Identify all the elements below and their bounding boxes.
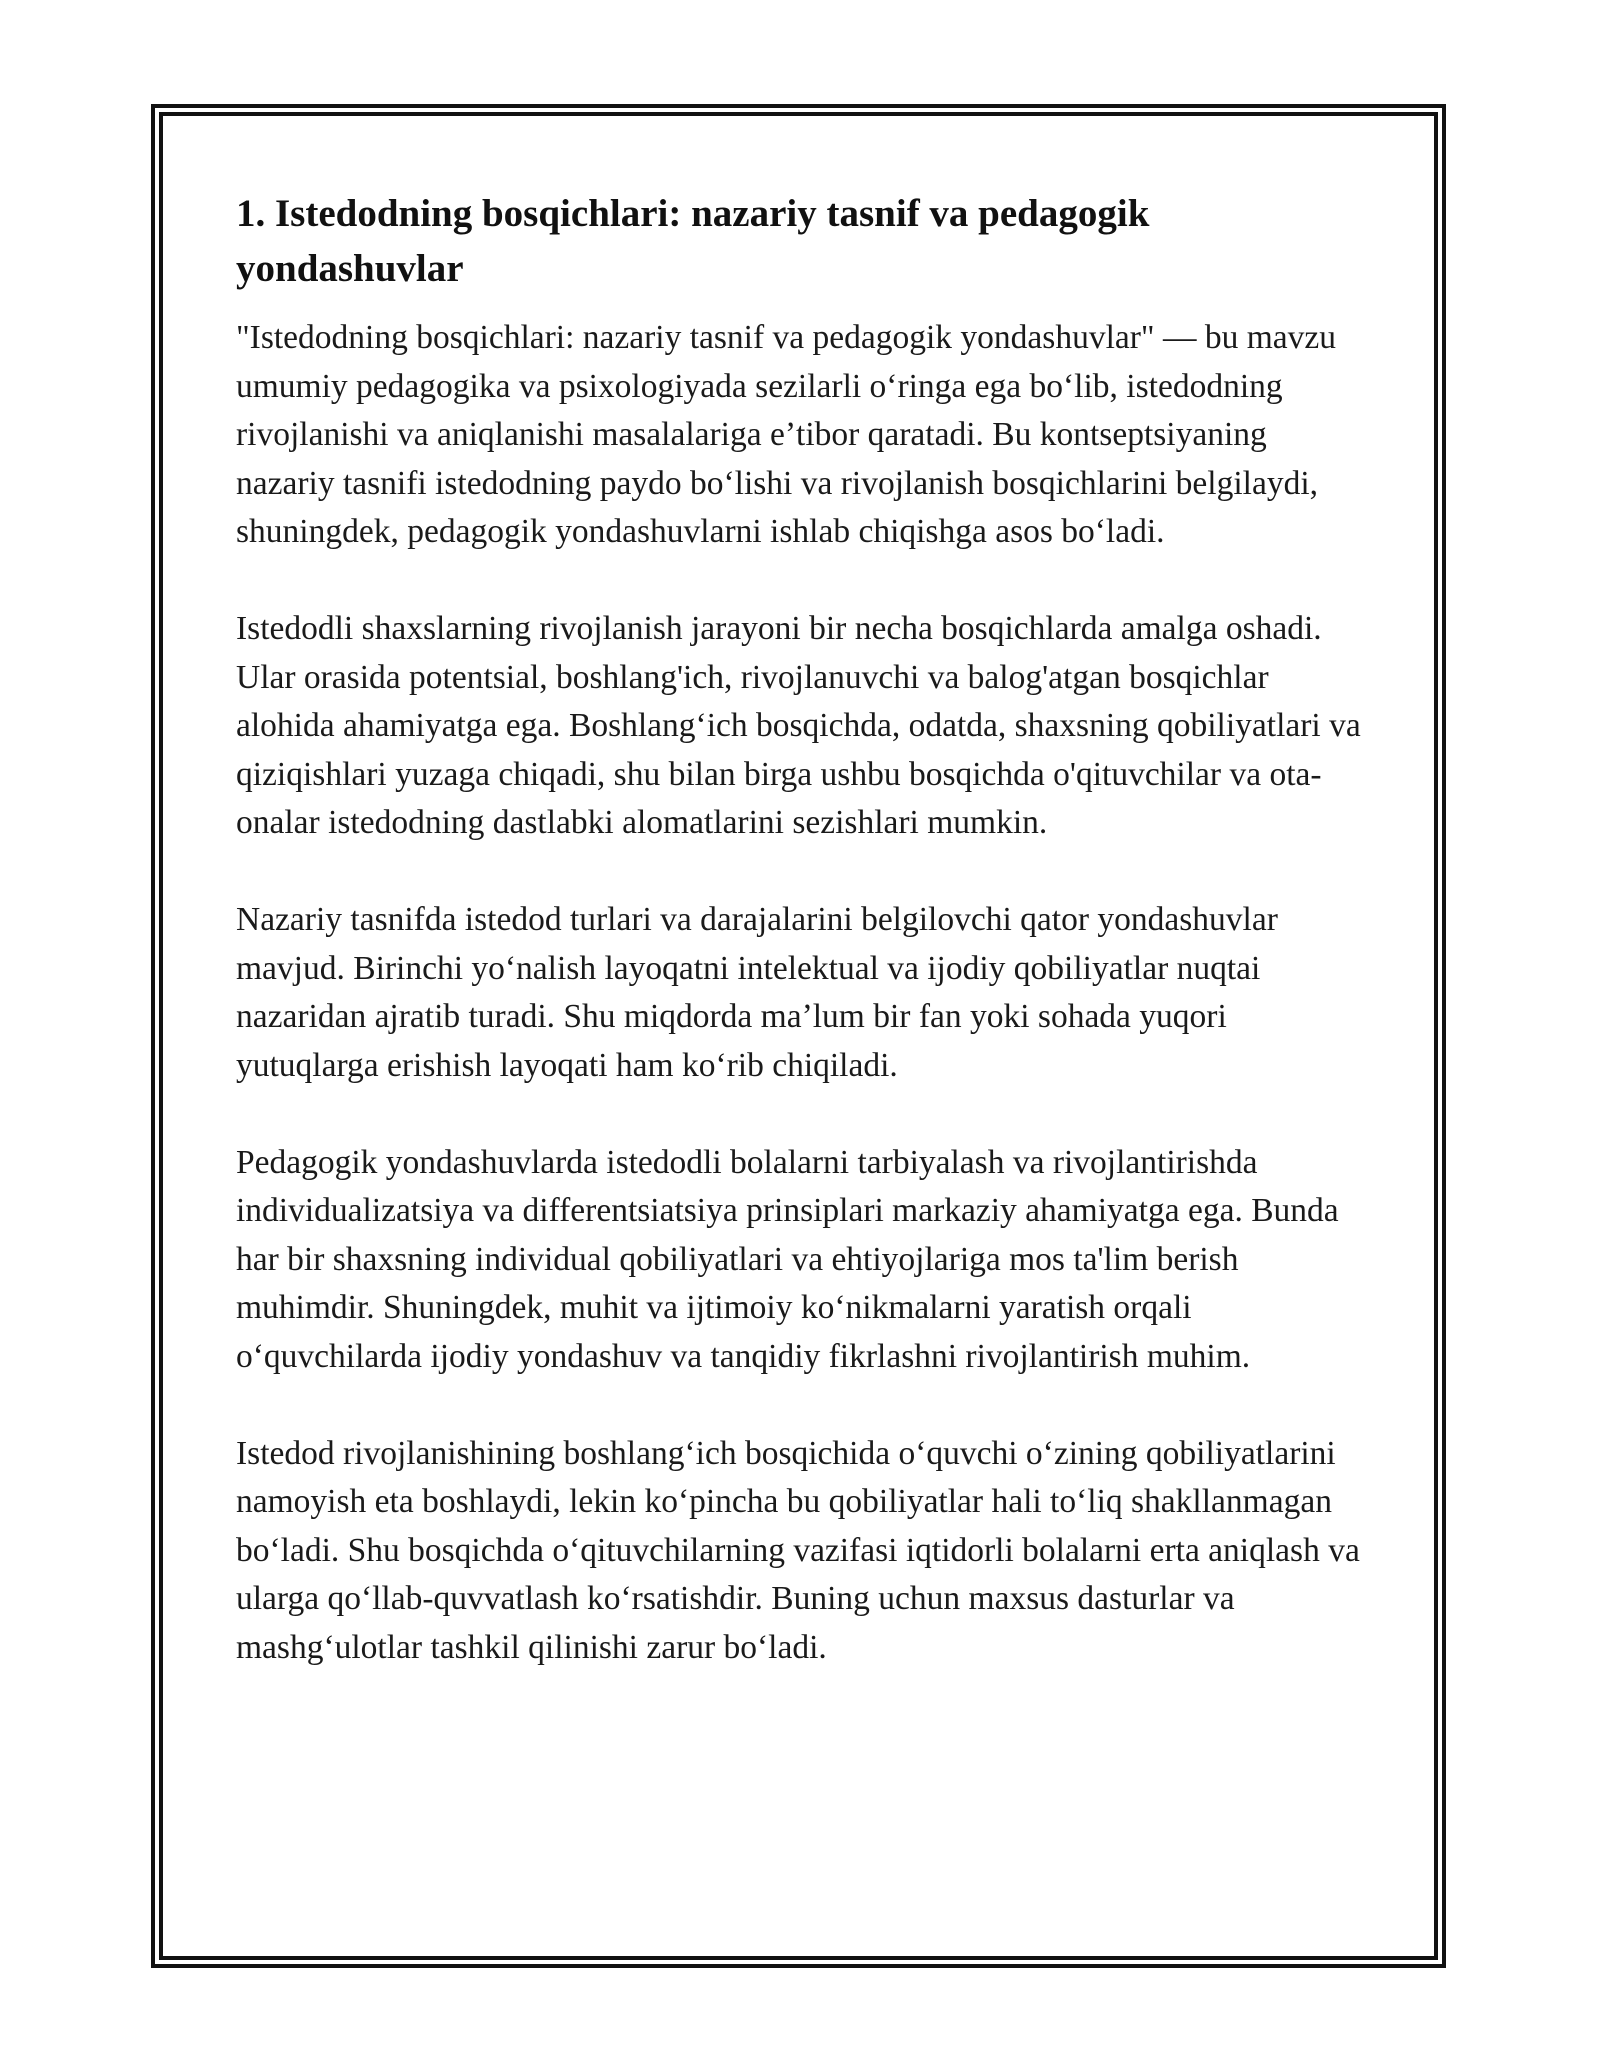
section-heading: 1. Istedodning bosqichlari: nazariy tasnif va pedagogik yondashuvlar <box>236 192 1150 290</box>
paragraph-1: "Istedodning bosqichlari: nazariy tasnif va pedagogik yondashuvlar" — bu mavzu umumiy pedagogika va psixologiyada sezilarli oʻringa ega boʻlib, istedodning rivojlanishi va aniqlanishi masalalariga eʼtibor qaratadi. Bu kontseptsiyaning nazariy tasnifi istedodning paydo boʻlishi va rivojlanish bosqichlarini belgilaydi, shuningdek, pedagogik yondashuvlarni ishlab chiqishga asos boʻladi. <box>236 319 1337 550</box>
paragraph-2: Istedodli shaxslarning rivojlanish jarayoni bir necha bosqichlarda amalga oshadi. Ular orasida potentsial, boshlang'ich, rivojlanuvchi va balog'atgan bosqichlar alohida ahamiyatga ega. Boshlangʻich bosqichda, odatda, shaxsning qobiliyatlari va qiziqishlari yuzaga chiqadi, shu bilan birga ushbu bosqichda o'qituvchilar va ota-onalar istedodning dastlabki alomatlarini sezishlari mumkin. <box>236 610 1361 841</box>
document-body <box>236 186 1366 1721</box>
paragraph-5: Istedod rivojlanishining boshlangʻich bosqichida oʻquvchi oʻzining qobiliyatlarini namoyish eta boshlaydi, lekin koʻpincha bu qobiliyatlar hali toʻliq shakllanmagan boʻladi. Shu bosqichda oʻqituvchilarning vazifasi iqtidorli bolalarni erta aniqlash va ularga qoʻllab-quvvatlash koʻrsatishdir. Buning uchun maxsus dasturlar va mashgʻulotlar tashkil qilinishi zarur boʻladi. <box>236 1434 1360 1666</box>
paragraph-4: Pedagogik yondashuvlarda istedodli bolalarni tarbiyalash va rivojlantirishda individualizatsiya va differentsiatsiya prinsiplari markaziy ahamiyatga ega. Bunda har bir shaxsning individual qobiliyatlari va ehtiyojlariga mos ta'lim berish muhimdir. Shuningdek, muhit va ijtimoiy koʻnikmalarni yaratish orqali oʻquvchilarda ijodiy yondashuv va tanqidiy fikrlashni rivojlantirish muhim. <box>236 1143 1339 1375</box>
paragraph-3: Nazariy tasnifda istedod turlari va darajalarini belgilovchi qator yondashuvlar mavjud. Birinchi yoʻnalish layoqatni intelektual va ijodiy qobiliyatlar nuqtai nazaridan ajratib turadi. Shu miqdorda maʼlum bir fan yoki sohada yuqori yutuqlarga erishish layoqati ham koʻrib chiqiladi. <box>236 901 1278 1084</box>
